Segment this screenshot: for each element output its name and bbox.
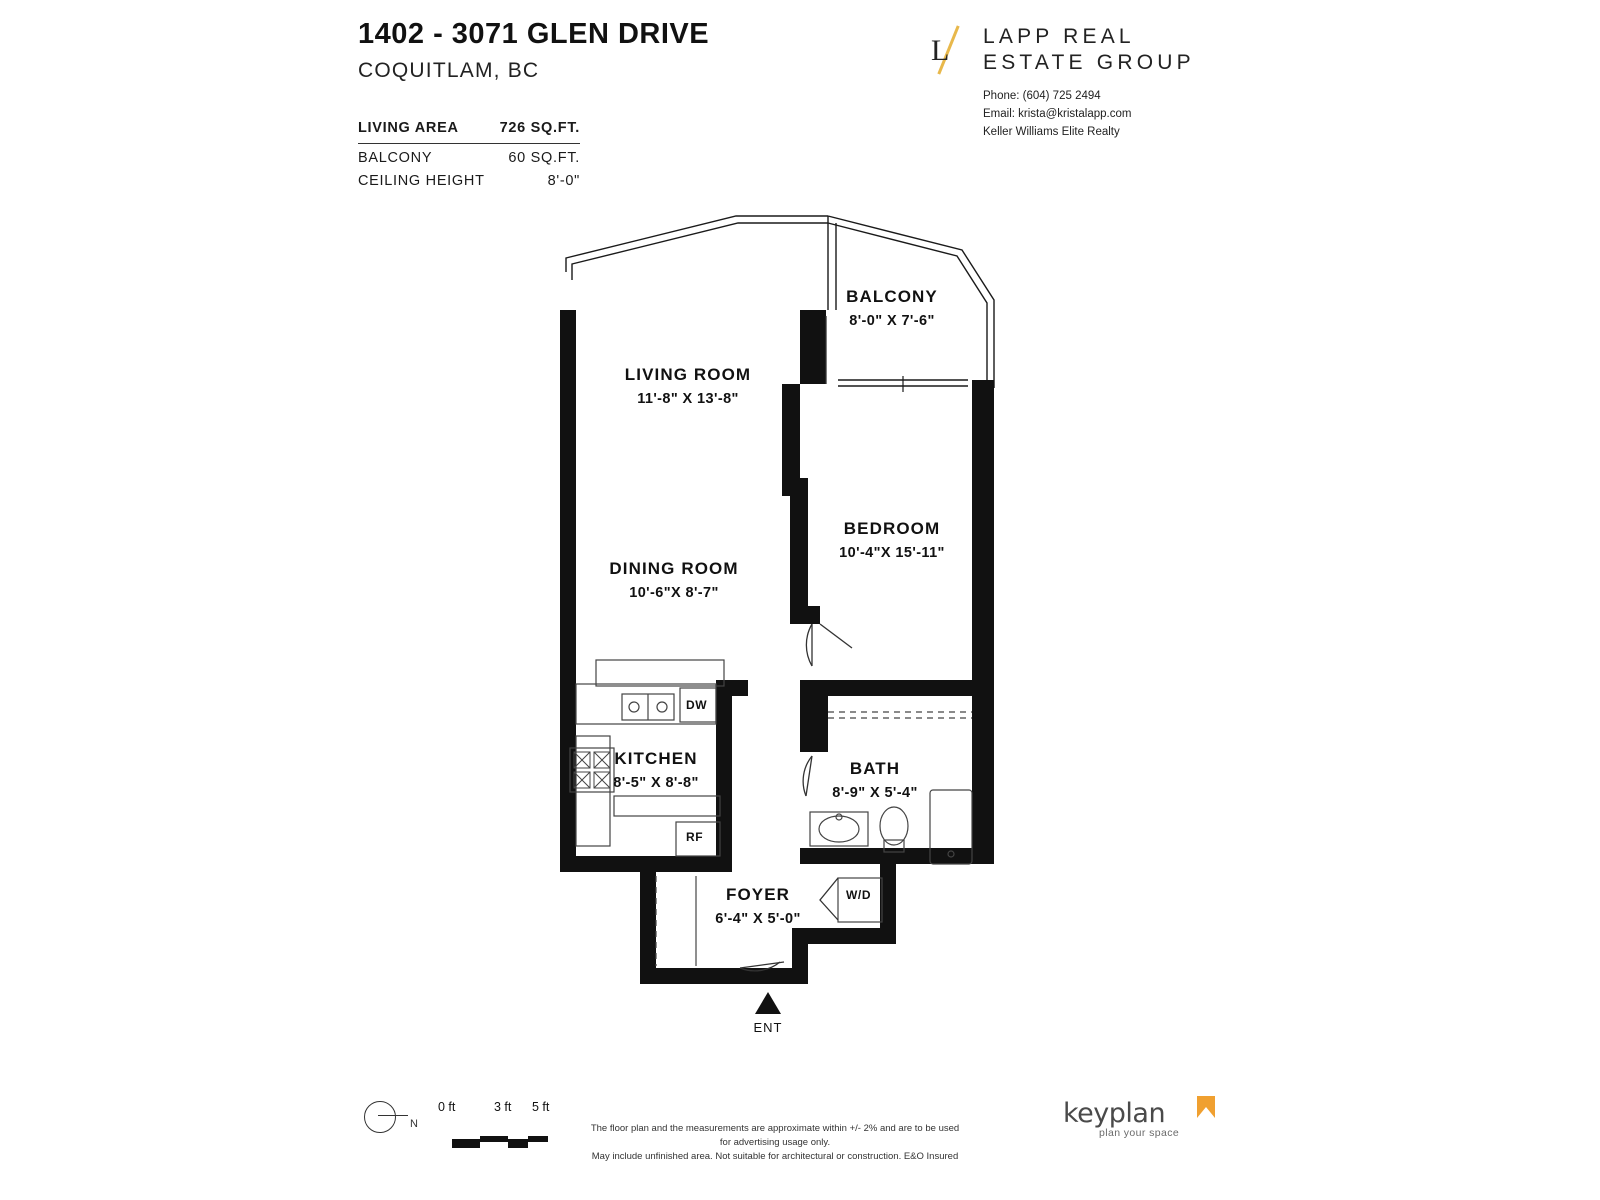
room-dimensions: 6'-4" X 5'-0" <box>715 910 801 927</box>
keyplan-flag-icon <box>1197 1096 1215 1118</box>
room-dimensions: 8'-5" X 8'-8" <box>613 774 699 791</box>
compass-label: N <box>410 1118 418 1130</box>
compass-needle <box>378 1115 408 1116</box>
page-subtitle: COQUITLAM, BC <box>358 59 540 82</box>
area-label: LIVING AREA <box>358 120 459 136</box>
compass-circle <box>364 1101 396 1133</box>
room-dimensions: 10'-6"X 8'-7" <box>629 584 719 601</box>
area-value: 60 SQ.FT. <box>508 150 580 166</box>
compass-icon <box>364 1098 424 1140</box>
brand-name-line2: ESTATE GROUP <box>983 51 1195 75</box>
keyplan-tagline: plan your space <box>1099 1127 1180 1139</box>
entry-arrow-icon <box>755 992 781 1014</box>
disclaimer <box>585 1122 965 1163</box>
disclaimer-line1: The floor plan and the measurements are approximate within +/- 2% and are to be used for advertising usage only. <box>590 1123 960 1148</box>
room-dimensions: 11'-8" X 13'-8" <box>637 390 739 407</box>
room-name: BALCONY <box>846 287 938 306</box>
room-name: LIVING ROOM <box>624 365 752 384</box>
room-dimensions: 8'-9" X 5'-4" <box>832 784 918 801</box>
area-value: 8'-0" <box>547 173 580 189</box>
scale-bar <box>438 1100 558 1148</box>
room-name: DINING ROOM <box>609 559 739 578</box>
room-name: BATH <box>849 759 901 778</box>
page-title: 1402 - 3071 GLEN DRIVE <box>358 18 710 50</box>
contact-phone: Phone: (604) 725 2494 <box>983 90 1101 102</box>
room-name: FOYER <box>725 885 791 904</box>
keyplan-logo <box>1063 1098 1223 1139</box>
area-label: CEILING HEIGHT <box>358 173 485 189</box>
room-name: KITCHEN <box>614 749 698 768</box>
room-dimensions: 10'-4"X 15'-11" <box>839 544 945 561</box>
disclaimer-line2: May include unfinished area. Not suitable for architectural or construction. E&O Insured <box>591 1150 959 1162</box>
entry-marker <box>740 992 796 1035</box>
appliance-label-rf: RF <box>686 830 704 844</box>
area-value: 726 SQ.FT. <box>499 120 580 136</box>
appliance-label-wd: W/D <box>846 888 872 902</box>
contact-email: Email: krista@kristalapp.com <box>983 107 1132 120</box>
scale-ticks <box>438 1100 558 1118</box>
room-name: BEDROOM <box>843 519 941 538</box>
brand-name-line1: LAPP REAL <box>983 25 1135 48</box>
keyplan-wordmark: keyplan <box>1063 1098 1166 1129</box>
appliance-label-dw: DW <box>686 698 708 712</box>
room-dimensions: 8'-0" X 7'-6" <box>849 312 935 329</box>
logo-letter: L <box>931 34 950 67</box>
scale-tick-2: 5 ft <box>532 1100 550 1114</box>
brokerage-name: Keller Williams Elite Realty <box>983 125 1120 138</box>
scale-tick-1: 3 ft <box>494 1100 512 1114</box>
entry-label: ENT <box>753 1020 783 1035</box>
scale-bar-graphic <box>438 1136 558 1148</box>
scale-tick-0: 0 ft <box>438 1100 456 1114</box>
area-label: BALCONY <box>358 150 433 166</box>
